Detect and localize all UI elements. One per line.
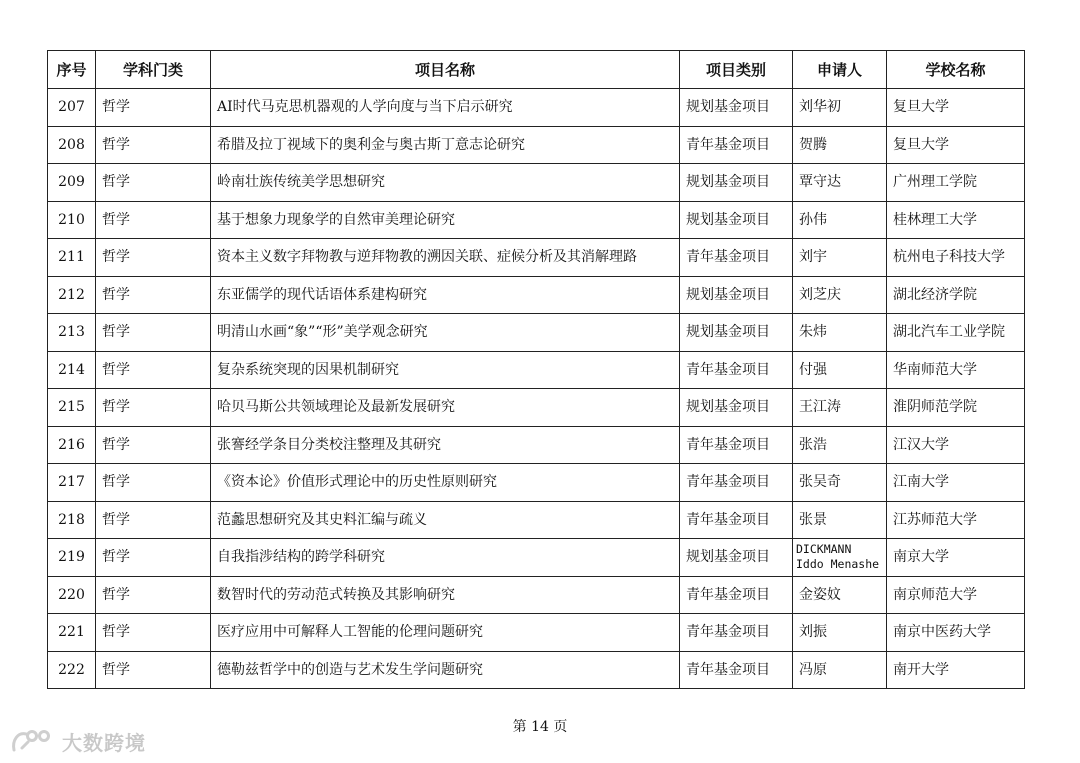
cell-project-type: 规划基金项目 — [680, 164, 793, 202]
cell-category: 哲学 — [96, 276, 211, 314]
cell-no: 220 — [48, 576, 96, 614]
logo-icon — [10, 726, 56, 756]
cell-project-type: 青年基金项目 — [680, 126, 793, 164]
cell-no: 208 — [48, 126, 96, 164]
cell-project-name: 哈贝马斯公共领域理论及最新发展研究 — [211, 389, 680, 427]
header-applicant: 申请人 — [793, 51, 887, 89]
cell-category: 哲学 — [96, 164, 211, 202]
cell-category: 哲学 — [96, 239, 211, 277]
cell-project-type: 规划基金项目 — [680, 276, 793, 314]
cell-project-type: 青年基金项目 — [680, 614, 793, 652]
table-row — [48, 89, 1025, 127]
table-row — [48, 239, 1025, 277]
watermark-text: 大数跨境 — [62, 730, 146, 755]
cell-school: 江苏师范大学 — [887, 501, 1025, 539]
page-number: 第 14 页 — [512, 719, 568, 735]
cell-school: 华南师范大学 — [887, 351, 1025, 389]
table-row — [48, 164, 1025, 202]
cell-project-name: 基于想象力现象学的自然审美理论研究 — [211, 201, 680, 239]
table-row — [48, 501, 1025, 539]
cell-no: 210 — [48, 201, 96, 239]
cell-applicant: 王江涛 — [793, 389, 887, 427]
cell-no: 212 — [48, 276, 96, 314]
cell-no: 219 — [48, 539, 96, 577]
cell-project-type: 青年基金项目 — [680, 576, 793, 614]
cell-category: 哲学 — [96, 389, 211, 427]
cell-project-type: 规划基金项目 — [680, 314, 793, 352]
cell-no: 222 — [48, 651, 96, 689]
cell-applicant: 贺腾 — [793, 126, 887, 164]
cell-applicant: 刘宇 — [793, 239, 887, 277]
cell-project-type: 规划基金项目 — [680, 389, 793, 427]
table-row — [48, 576, 1025, 614]
cell-category: 哲学 — [96, 89, 211, 127]
cell-applicant: 张吴奇 — [793, 464, 887, 502]
cell-school: 江汉大学 — [887, 426, 1025, 464]
cell-no: 213 — [48, 314, 96, 352]
cell-category: 哲学 — [96, 351, 211, 389]
cell-project-name: 张謇经学条目分类校注整理及其研究 — [211, 426, 680, 464]
table-row — [48, 389, 1025, 427]
cell-school: 江南大学 — [887, 464, 1025, 502]
cell-no: 216 — [48, 426, 96, 464]
cell-applicant: 张景 — [793, 501, 887, 539]
cell-school: 复旦大学 — [887, 89, 1025, 127]
table-row — [48, 276, 1025, 314]
cell-category: 哲学 — [96, 314, 211, 352]
cell-school: 复旦大学 — [887, 126, 1025, 164]
cell-applicant: 覃守达 — [793, 164, 887, 202]
cell-school: 湖北经济学院 — [887, 276, 1025, 314]
cell-project-type: 青年基金项目 — [680, 239, 793, 277]
header-school: 学校名称 — [887, 51, 1025, 89]
table-row — [48, 351, 1025, 389]
cell-project-name: 明清山水画“象”“形”美学观念研究 — [211, 314, 680, 352]
cell-project-name: 资本主义数字拜物教与逆拜物教的溯因关联、症候分析及其消解理路 — [211, 239, 680, 277]
header-category: 学科门类 — [96, 51, 211, 89]
cell-project-type: 规划基金项目 — [680, 89, 793, 127]
cell-category: 哲学 — [96, 576, 211, 614]
table-row — [48, 126, 1025, 164]
cell-applicant: 孙伟 — [793, 201, 887, 239]
cell-school: 湖北汽车工业学院 — [887, 314, 1025, 352]
cell-category: 哲学 — [96, 464, 211, 502]
cell-category: 哲学 — [96, 614, 211, 652]
cell-project-name: 医疗应用中可解释人工智能的伦理问题研究 — [211, 614, 680, 652]
cell-category: 哲学 — [96, 651, 211, 689]
cell-project-type: 青年基金项目 — [680, 426, 793, 464]
watermark — [10, 726, 146, 756]
projects-table — [47, 50, 1025, 689]
cell-school: 杭州电子科技大学 — [887, 239, 1025, 277]
cell-no: 207 — [48, 89, 96, 127]
cell-applicant: 冯原 — [793, 651, 887, 689]
cell-category: 哲学 — [96, 539, 211, 577]
cell-project-name: 复杂系统突现的因果机制研究 — [211, 351, 680, 389]
cell-category: 哲学 — [96, 501, 211, 539]
cell-school: 淮阴师范学院 — [887, 389, 1025, 427]
table-row — [48, 539, 1025, 577]
cell-category: 哲学 — [96, 201, 211, 239]
table-header-row — [48, 51, 1025, 89]
cell-category: 哲学 — [96, 126, 211, 164]
cell-project-type: 青年基金项目 — [680, 651, 793, 689]
cell-project-type: 规划基金项目 — [680, 201, 793, 239]
cell-applicant: 朱炜 — [793, 314, 887, 352]
table-row — [48, 614, 1025, 652]
cell-school: 广州理工学院 — [887, 164, 1025, 202]
cell-category: 哲学 — [96, 426, 211, 464]
cell-project-name: 自我指涉结构的跨学科研究 — [211, 539, 680, 577]
cell-school: 南京中医药大学 — [887, 614, 1025, 652]
cell-school: 南京大学 — [887, 539, 1025, 577]
cell-applicant: 刘芝庆 — [793, 276, 887, 314]
cell-no: 218 — [48, 501, 96, 539]
cell-project-name: 东亚儒学的现代话语体系建构研究 — [211, 276, 680, 314]
cell-project-type: 规划基金项目 — [680, 539, 793, 577]
table-row — [48, 426, 1025, 464]
table-row — [48, 464, 1025, 502]
cell-no: 215 — [48, 389, 96, 427]
cell-project-type: 青年基金项目 — [680, 464, 793, 502]
cell-applicant: 张浩 — [793, 426, 887, 464]
cell-no: 209 — [48, 164, 96, 202]
cell-school: 南京师范大学 — [887, 576, 1025, 614]
cell-no: 214 — [48, 351, 96, 389]
cell-project-name: 《资本论》价值形式理论中的历史性原则研究 — [211, 464, 680, 502]
projects-table-wrapper — [47, 50, 1024, 689]
header-project-type: 项目类别 — [680, 51, 793, 89]
cell-project-name: 德勒兹哲学中的创造与艺术发生学问题研究 — [211, 651, 680, 689]
cell-project-name: AI时代马克思机器观的人学向度与当下启示研究 — [211, 89, 680, 127]
cell-no: 211 — [48, 239, 96, 277]
table-row — [48, 651, 1025, 689]
cell-project-type: 青年基金项目 — [680, 351, 793, 389]
cell-project-type: 青年基金项目 — [680, 501, 793, 539]
cell-no: 221 — [48, 614, 96, 652]
cell-project-name: 岭南壮族传统美学思想研究 — [211, 164, 680, 202]
cell-applicant: 刘振 — [793, 614, 887, 652]
cell-school: 桂林理工大学 — [887, 201, 1025, 239]
header-no: 序号 — [48, 51, 96, 89]
table-row — [48, 201, 1025, 239]
cell-no: 217 — [48, 464, 96, 502]
table-row — [48, 314, 1025, 352]
cell-project-name: 数智时代的劳动范式转换及其影响研究 — [211, 576, 680, 614]
header-project-name: 项目名称 — [211, 51, 680, 89]
cell-project-name: 希腊及拉丁视域下的奥利金与奥古斯丁意志论研究 — [211, 126, 680, 164]
cell-school: 南开大学 — [887, 651, 1025, 689]
cell-applicant: DICKMANN Iddo Menashe — [793, 539, 887, 577]
cell-applicant: 刘华初 — [793, 89, 887, 127]
cell-applicant: 金姿妏 — [793, 576, 887, 614]
cell-project-name: 范蠡思想研究及其史料汇编与疏义 — [211, 501, 680, 539]
cell-applicant: 付强 — [793, 351, 887, 389]
